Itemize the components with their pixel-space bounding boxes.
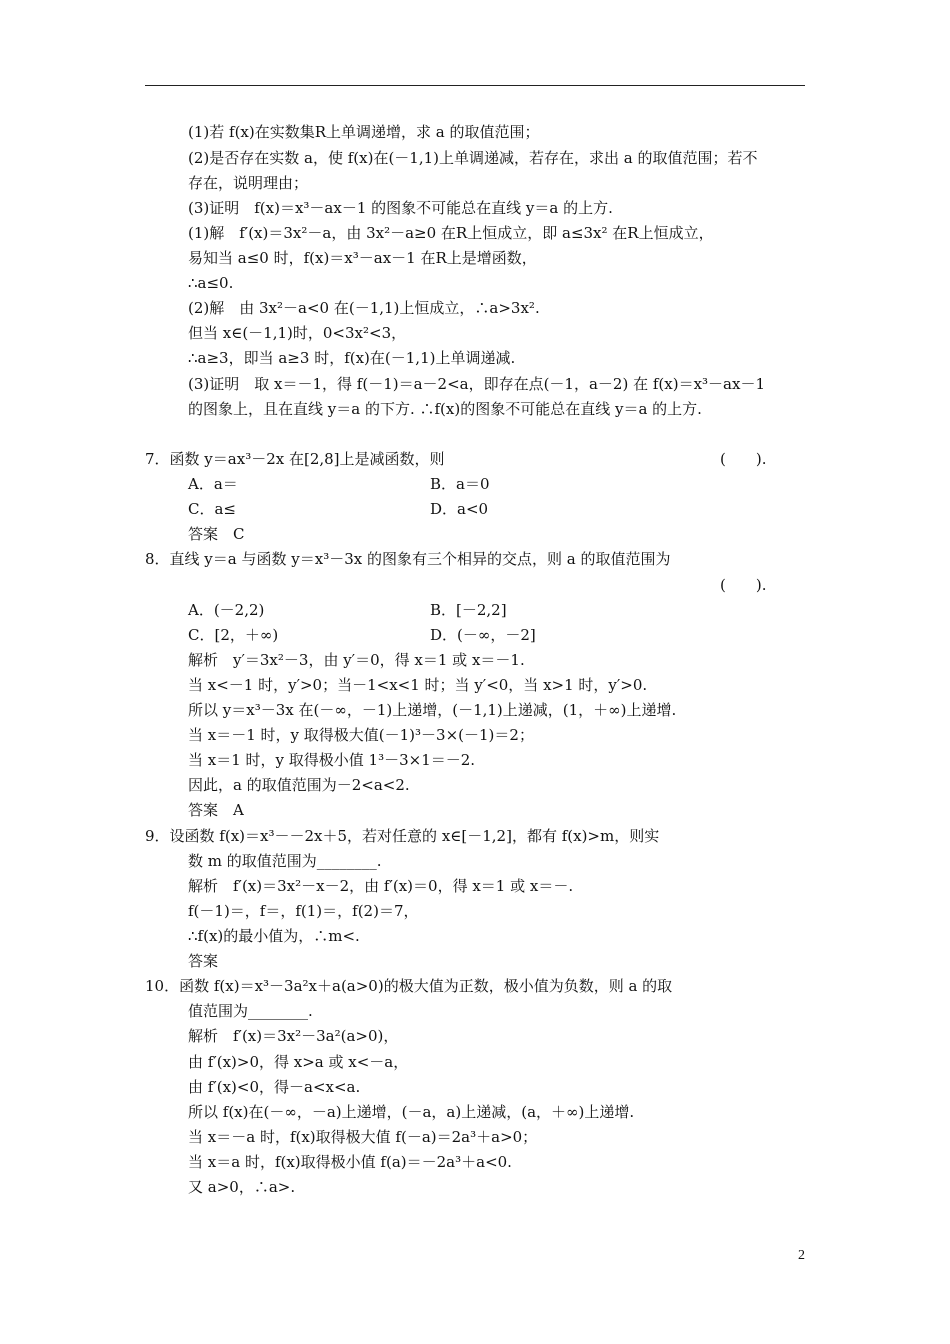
page-number: 2 xyxy=(798,1248,805,1263)
text-line: 解析 y′＝3x²－3，由 y′＝0，得 x＝1 或 x＝－1. xyxy=(188,651,525,669)
option-d: D．(－∞，－2] xyxy=(430,626,536,644)
text-line: (1)若 f(x)在实数集R上单调递增，求 a 的取值范围； xyxy=(188,123,540,141)
text-line: 数 m 的取值范围为________. xyxy=(188,852,382,870)
answer-blank-paren: ( ). xyxy=(720,576,767,594)
text-line: 当 x＝－a 时，f(x)取得极大值 f(－a)＝2a³＋a>0； xyxy=(188,1128,538,1146)
text-line: (1)解 f′(x)＝3x²－a，由 3x²－a≥0 在R上恒成立，即 a≤3x² 在R上恒成立， xyxy=(188,224,714,242)
option-c: C．[2，＋∞) xyxy=(188,626,279,644)
text-line: 当 x＝a 时，f(x)取得极小值 f(a)＝－2a³＋a<0. xyxy=(188,1153,512,1171)
text-line: 所以 f(x)在(－∞，－a)上递增，(－a，a)上递减，(a，＋∞)上递增. xyxy=(188,1103,635,1121)
text-line: (2)解 由 3x²－a<0 在(－1,1)上恒成立，∴a>3x². xyxy=(188,299,540,317)
option-b: B．a＝0 xyxy=(430,475,490,493)
question-10: 10．函数 f(x)＝x³－3a²x＋a(a>0)的极大值为正数，极小值为负数，则 a 的取 xyxy=(145,977,673,995)
answer-line: 答案 A xyxy=(188,801,244,819)
text-line: 解析 f′(x)＝3x²－3a²(a>0)， xyxy=(188,1027,399,1045)
text-line: 当 x<－1 时，y′>0；当－1<x<1 时；当 y′<0，当 x>1 时，y′>0. xyxy=(188,676,648,694)
text-line: 易知当 a≤0 时，f(x)＝x³－ax－1 在R上是增函数， xyxy=(188,249,537,267)
answer-blank-paren: ( ). xyxy=(720,450,767,468)
text-line: 但当 x∈(－1,1)时，0<3x²<3， xyxy=(188,324,407,342)
header-rule xyxy=(145,85,805,86)
option-c: C．a≤ xyxy=(188,500,236,518)
text-line: 当 x＝－1 时，y 取得极大值(－1)³－3×(－1)＝2； xyxy=(188,726,534,744)
text-line: 值范围为________. xyxy=(188,1002,313,1020)
text-line: ∴a≤0. xyxy=(188,274,234,292)
option-b: B．[－2,2] xyxy=(430,601,507,619)
text-line: 解析 f′(x)＝3x²－x－2，由 f′(x)＝0，得 x＝1 或 x＝－. xyxy=(188,877,574,895)
text-line: 所以 y＝x³－3x 在(－∞，－1)上递增，(－1,1)上递减，(1，＋∞)上递增. xyxy=(188,701,677,719)
question-9: 9．设函数 f(x)＝x³－－2x＋5，若对任意的 x∈[－1,2]，都有 f(x)>m，则实 xyxy=(145,827,660,845)
text-line: (3)证明 f(x)＝x³－ax－1 的图象不可能总在直线 y＝a 的上方. xyxy=(188,199,613,217)
answer-line: 答案 xyxy=(188,952,219,970)
text-line: 因此，a 的取值范围为－2<a<2. xyxy=(188,776,410,794)
question-7: 7．函数 y＝ax³－2x 在[2,8]上是减函数，则 xyxy=(145,450,445,468)
text-line: 由 f′(x)>0，得 x>a 或 x<－a， xyxy=(188,1053,409,1071)
text-line: (2)是否存在实数 a，使 f(x)在(－1,1)上单调递减，若存在，求出 a 的取值范围；若不 xyxy=(188,149,758,167)
question-8: 8．直线 y＝a 与函数 y＝x³－3x 的图象有三个相异的交点，则 a 的取值范围为 xyxy=(145,550,671,568)
text-line: (3)证明 取 x＝－1，得 f(－1)＝a－2<a，即存在点(－1，a－2) 在 f(x)＝x³－ax－1 xyxy=(188,375,765,393)
text-line: ∴f(x)的最小值为，∴m<. xyxy=(188,927,360,945)
text-line: 由 f′(x)<0，得－a<x<a. xyxy=(188,1078,361,1096)
option-a: A．(－2,2) xyxy=(188,601,265,619)
text-line: 存在，说明理由； xyxy=(188,174,309,192)
text-line: f(－1)＝，f＝，f(1)＝，f(2)＝7， xyxy=(188,902,419,920)
text-line: ∴a≥3，即当 a≥3 时，f(x)在(－1,1)上单调递减. xyxy=(188,349,516,367)
option-d: D．a<0 xyxy=(430,500,489,518)
text-line: 当 x＝1 时，y 取得极小值 1³－3×1＝－2. xyxy=(188,751,476,769)
text-line: 又 a>0，∴a>. xyxy=(188,1178,296,1196)
text-line: 的图象上，且在直线 y＝a 的下方. ∴f(x)的图象不可能总在直线 y＝a 的上方. xyxy=(188,400,702,418)
option-a: A．a＝ xyxy=(188,475,238,493)
answer-line: 答案 C xyxy=(188,525,245,543)
